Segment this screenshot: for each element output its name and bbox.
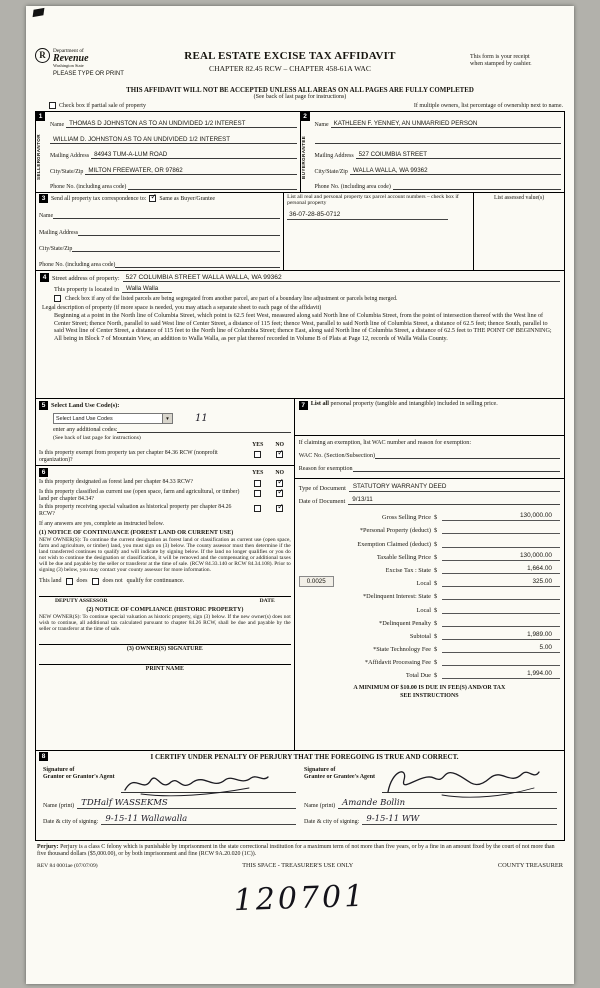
corr-citystatezip-field[interactable]: [72, 245, 280, 252]
fee-label: Subtotal: [409, 632, 431, 640]
grantor-date-city-field[interactable]: [101, 814, 296, 825]
seller-mailing-field[interactable]: 84943 TUM-A-LUM ROAD: [91, 151, 296, 159]
multiple-owners-note: If multiple owners, list percentage of ownership next to name.: [413, 102, 563, 109]
qualify-label: qualify for continuance.: [126, 578, 185, 584]
dollar-sign: $: [434, 527, 438, 535]
segregated-checkbox[interactable]: [54, 295, 61, 302]
chapter-subtitle: CHAPTER 82.45 RCW – CHAPTER 458-61A WAC: [209, 64, 371, 73]
dollar-sign: $: [434, 540, 438, 548]
fee-label: *Personal Property (deduct): [359, 527, 431, 535]
dropdown-arrow-icon[interactable]: ▼: [162, 414, 172, 423]
notice-compliance-title: (2) NOTICE OF COMPLIANCE (HISTORIC PROPERTY): [86, 606, 244, 613]
revenue-logo-icon: R: [35, 48, 50, 63]
fee-row-processing-fee: [299, 653, 560, 666]
corr-citystatezip-label: City/State/Zip: [39, 245, 73, 252]
this-land-label: This land: [39, 578, 62, 584]
seller-name-label: Name: [50, 122, 65, 129]
dept-name: Revenue: [53, 53, 89, 64]
grantor-agent-label: Grantor or Grantor's Agent: [43, 774, 115, 780]
section-3-tax-correspondence: [35, 193, 565, 271]
seller-phone-label: Phone No. (including area code): [50, 184, 127, 191]
scan-artifact-mark: [33, 8, 45, 17]
dollar-sign: $: [434, 659, 438, 667]
receipt-note-line1: This form is your receipt: [470, 54, 530, 60]
grantee-signature-ink: [382, 764, 542, 798]
corr-phone-label: Phone No. (including area code): [39, 262, 116, 268]
subtotal-field[interactable]: 1,989.00: [442, 631, 560, 640]
treasurer-stamp-number: 120701: [233, 878, 367, 919]
does-not-label: does not: [102, 578, 123, 584]
checkmark: ✓: [277, 487, 284, 497]
if-any-yes-note: If any answers are yes, complete as instructed below.: [39, 520, 164, 527]
please-type-label: PLEASE TYPE OR PRINT: [53, 71, 124, 77]
dollar-sign: $: [434, 619, 438, 627]
grantee-signature-block: [300, 763, 561, 825]
seller-side-label: [36, 123, 47, 191]
notice-continuance-text: NEW OWNER(S): To continue the current designation as forest land or classification as current use (open space, farm and agriculture, or timber) land, you must sign on (3) below. The county assessor must then determine if the land transferred continues to qualify and will indicate by signing below. If the land no longer qualifies or you do not wish to continue the designation or classification, it will be removed and the compensating or additional taxes will be due and payable by the seller or transferor at the time of sale. (RCW 84.33.140 or RCW 84.34.108). Prior to signing (3) below, you may contact your county assessor for more information.: [39, 536, 291, 574]
buyer-role-top: BUYER: [300, 160, 306, 179]
property-located-label: This property is located in: [54, 286, 119, 293]
perjury-label: Perjury:: [37, 844, 59, 850]
fee-row-delinq-int-state: [299, 587, 560, 600]
personal-property-label: personal property (tangible and intangible) included in selling price.: [328, 401, 498, 407]
no-header-2: NO: [275, 469, 285, 476]
buyer-mailing-label: Mailing Address: [314, 153, 354, 160]
deputy-assessor-line[interactable]: [39, 596, 291, 604]
delinquent-interest-local-field[interactable]: [442, 606, 560, 614]
seller-citystatezip-label: City/State/Zip: [50, 168, 84, 175]
date-of-document-label: Date of Document: [298, 498, 346, 505]
grantor-name-print-field[interactable]: [77, 798, 296, 809]
buyer-mailing-field[interactable]: 527 COIUMBIA STREET: [356, 151, 561, 159]
deputy-assessor-label: DEPUTY ASSESSOR: [55, 597, 108, 604]
parties-section: [35, 111, 565, 193]
buyer-citystatezip-field[interactable]: WALLA WALLA, WA 99362: [350, 167, 561, 175]
grantee-date-city-field[interactable]: [362, 814, 557, 825]
current-use-question: Is this property classified as current use (open space, farm and agricultural, or timber) land per chapter 84.34?: [39, 489, 240, 502]
buyer-box: [301, 111, 566, 193]
segregated-label: Check box if any of the listed parcels are being segregated from another parcel, are part of a boundary line adjustment or parcels being merged.: [65, 295, 398, 302]
see-back-note-2: (See back of last page for instructions): [53, 435, 141, 441]
fee-row-total-due: [299, 666, 560, 679]
fee-row-exemption: [299, 534, 560, 547]
section-6-classification: [36, 466, 294, 750]
taxable-selling-price-field[interactable]: 130,000.00: [442, 552, 560, 561]
receipt-note: [470, 54, 565, 68]
dollar-sign: $: [434, 646, 438, 654]
form-revision-number: REV 84 0001ae (07/07/09): [37, 862, 98, 869]
perjury-notice: [35, 844, 565, 858]
grantor-name-print-label: Name (print): [43, 803, 75, 809]
grantee-date-city-label: Date & city of signing:: [304, 819, 360, 825]
exempt-no-checkbox[interactable]: [276, 448, 284, 458]
buyer-role-bottom: GRANTEE: [300, 135, 306, 161]
grantor-date-city-label: Date & city of signing:: [43, 819, 99, 825]
excise-state-field[interactable]: 1,664.00: [442, 565, 560, 574]
divider: [295, 478, 564, 479]
fee-label: Total Due: [405, 672, 431, 680]
section-7-selling-price: [295, 399, 564, 750]
affidavit-page: [26, 6, 574, 984]
seller-role-bottom: GRANTOR: [36, 133, 41, 160]
dollar-sign: $: [434, 514, 438, 522]
land-use-dropdown-value: Select Land Use Codes: [56, 416, 113, 422]
fee-label: *Delinquent Interest: State: [362, 593, 431, 601]
dollar-sign: $: [434, 672, 438, 680]
dollar-sign: $: [434, 593, 438, 601]
grantor-signature-ink: [121, 768, 271, 798]
delinquent-penalty-field[interactable]: [442, 619, 560, 627]
current-use-no-checkbox[interactable]: [276, 487, 284, 497]
section-3-number: 3: [39, 194, 48, 203]
fee-label: Local: [416, 606, 431, 614]
section-4-property: [35, 271, 565, 399]
seller-citystatezip-field[interactable]: MILTON FREEWATER, OR 97862: [85, 167, 296, 175]
perjury-text: Perjury is a class C felony which is punishable by imprisonment in the state correctional institution for a maximum term of not more than five years, or by a fine in an amount fixed by the court of not more than five thousand dollars ($5,000.00), or by both imprisonment and fine (RCW 9A.20.020 (1C)).: [37, 844, 555, 857]
fee-row-excise-state: [299, 561, 560, 574]
grantee-name-print-label: Name (print): [304, 803, 336, 809]
fee-label: Local: [416, 580, 431, 588]
corr-name-field[interactable]: [53, 212, 280, 219]
corr-mailing-field[interactable]: [78, 229, 280, 236]
fee-row-delinq-penalty: [299, 614, 560, 627]
property-located-field[interactable]: Walla Walla: [122, 285, 172, 293]
local-rate-box[interactable]: 0.0025: [299, 576, 334, 587]
date-label: DATE: [259, 597, 275, 604]
land-use-title: Select Land Use Code(s):: [51, 402, 120, 409]
dept-sub: Washington State: [53, 63, 84, 68]
fee-row-tech-fee: [299, 640, 560, 653]
delinquent-interest-state-field[interactable]: [442, 592, 560, 600]
see-instructions-note: SEE INSTRUCTIONS: [400, 692, 459, 699]
grantee-name-print-field[interactable]: [338, 798, 557, 809]
section-5-number: 5: [39, 401, 48, 410]
personal-property-field[interactable]: [295, 412, 564, 436]
fee-row-gross: [299, 508, 560, 521]
does-not-checkbox[interactable]: [92, 578, 99, 585]
buyer-phone-label: Phone No. (including area code): [314, 184, 391, 191]
legal-description-text: Beginning at a point in the North line of Columbia Street, which point is 62.5 feet West, measured along said North line of Columbia Street, from the point of intersection thereof with the West line of Center Street; thence North, parallel to said West line of Center Street, a distance of 115 feet; thence West, parallel to said North line of Columbia Street, a distance of 62.5 feet; thence South, parallel to said West line of Center Street, a distance of 115 feet to the North line of Columbia Street; thence East, along said North line of Columbia Street, a distance of 62.5 feet to THE POINT OF BEGINNING; All being in Block 7 of Mountain View, an addition to Walla Walla, as per plat thereof recorded in Volume B of Plats at Page 12, records of Walla Walla County.: [54, 313, 552, 342]
fee-row-excise-local: [299, 574, 560, 587]
notice-compliance-text: NEW OWNER(S): To continue special valuation as historic property, sign (3) below. If the new owner(s) does not wish to continue, all additional tax calculated pursuant to chapter 84.26 RCW, shall be due and payable by the seller or transferor at the time of sale.: [39, 613, 291, 632]
additional-codes-label: enter any additional codes:: [53, 427, 118, 433]
state-technology-fee-field[interactable]: 5.00: [442, 644, 560, 653]
same-as-buyer-label: Same as Buyer/Grantee: [159, 195, 215, 202]
dollar-sign: $: [434, 580, 438, 588]
corr-name-label: Name: [39, 213, 54, 220]
dollar-sign: $: [434, 553, 438, 561]
wac-number-label: WAC No. (Section/Subsection): [298, 453, 376, 459]
wac-number-field[interactable]: [375, 452, 560, 459]
section-2-number: 2: [301, 112, 310, 121]
fee-label: *Affidavit Processing Fee: [364, 659, 431, 667]
does-label: does: [76, 578, 88, 584]
partial-sale-checkbox[interactable]: [49, 102, 56, 109]
checkmark: ✓: [277, 448, 284, 457]
buyer-phone-field[interactable]: [393, 183, 561, 190]
seller-phone-field[interactable]: [128, 183, 296, 190]
grantee-signature-of-label: Signature of: [304, 767, 336, 773]
receipt-note-line2: when stamped by cashier.: [470, 61, 532, 67]
corr-phone-field[interactable]: [115, 261, 280, 268]
same-as-buyer-checkbox[interactable]: [149, 192, 158, 202]
street-address-field[interactable]: 527 COLUMBIA STREET WALLA WALLA, WA 99362: [123, 274, 560, 282]
form-title: REAL ESTATE EXCISE TAX AFFIDAVIT: [184, 50, 396, 62]
buyer-name-label: Name: [314, 122, 329, 129]
historic-yes-checkbox[interactable]: [254, 505, 261, 512]
buyer-name-field[interactable]: KATHLEEN F. YENNEY, AN UNMARRIED PERSON: [331, 120, 561, 128]
yes-header: YES: [252, 442, 264, 448]
dollar-sign: $: [434, 632, 438, 640]
corr-mailing-label: Mailing Address: [39, 229, 79, 236]
historic-question: Is this property receiving special valuation as historical property per chapter 84.26 RCW?: [39, 504, 232, 517]
date-of-document-field[interactable]: 9/13/11: [348, 496, 560, 505]
section-5-land-use: [36, 399, 294, 466]
grantor-name-handwriting: TDHalf WASSEKMS: [81, 798, 168, 808]
grantor-signature-block: [39, 763, 300, 825]
section-4-number: 4: [40, 273, 49, 282]
gross-selling-price-field[interactable]: 130,000.00: [442, 512, 560, 521]
assessed-values-header: List assessed value(s): [494, 195, 545, 201]
section-1-number: 1: [36, 112, 45, 121]
yes-header-2: YES: [252, 469, 264, 476]
dollar-sign: $: [434, 566, 438, 574]
buyer-name2-field[interactable]: [315, 137, 562, 144]
county-treasurer-label: COUNTY TREASURER: [497, 861, 563, 869]
exempt-yes-checkbox[interactable]: [254, 451, 261, 458]
send-correspondence-label: Send all property tax correspondence to:: [51, 195, 147, 202]
buyer-side-label: [301, 123, 312, 191]
form-header: [35, 48, 565, 86]
seller-role-top: SELLER: [36, 159, 41, 181]
affidavit-processing-fee-field[interactable]: [442, 658, 560, 666]
grantor-signature-of-label: Signature of: [43, 767, 75, 773]
forest-land-question: Is this property designated as forest land per chapter 84.33 RCW?: [39, 479, 194, 486]
personal-property-deduct-field[interactable]: [442, 526, 560, 534]
grantee-agent-label: Grantee or Grantee's Agent: [304, 774, 376, 780]
total-due-field[interactable]: 1,994.00: [442, 670, 560, 679]
minimum-fee-note: A MINIMUM OF $10.00 IS DUE IN FEE(S) AND/OR TAX: [353, 685, 506, 692]
fee-label: Taxable Selling Price: [376, 553, 431, 561]
forest-no-checkbox[interactable]: [276, 477, 284, 487]
personal-property-label-bold: List all: [310, 401, 329, 407]
exemption-claim-label: If claiming an exemption, list WAC number and reason for exemption:: [298, 440, 472, 446]
excise-local-field[interactable]: 325.00: [442, 578, 560, 587]
partial-sale-label: Check box if partial sale of property: [59, 102, 146, 109]
type-of-document-field[interactable]: STATUTORY WARRANTY DEED: [349, 483, 560, 492]
grantee-signature-field[interactable]: [382, 763, 557, 793]
fee-row-delinq-int-local: [299, 600, 560, 613]
type-of-document-label: Type of Document: [298, 485, 346, 492]
historic-no-checkbox[interactable]: [276, 502, 284, 512]
fee-label: Exemption Claimed (deduct): [357, 540, 431, 548]
notice-continuance-title: (1) NOTICE OF CONTINUANCE (FOREST LAND OR CURRENT USE): [39, 529, 234, 536]
grantor-date-handwriting: 9-15-11 Wallawalla: [105, 814, 188, 824]
exempt-question: Is this property exempt from property tax per chapter 84.36 RCW (nonprofit organization)?: [39, 450, 218, 463]
see-back-note: (See back of last page for instructions): [253, 94, 347, 100]
additional-codes-field[interactable]: [117, 426, 290, 433]
parcel-number-field[interactable]: 36-07-28-85-0712: [287, 211, 448, 220]
section-7-number: 7: [299, 401, 308, 410]
grantor-signature-field[interactable]: [121, 763, 296, 793]
treasurer-space-label: THIS SPACE - TREASURER'S USE ONLY: [242, 861, 354, 869]
parcel-numbers-header: List all real and personal property tax parcel account numbers – check box if personal property: [287, 194, 459, 207]
fee-label: *Delinquent Penalty: [379, 619, 431, 627]
seller-name2-field[interactable]: WILLIAM D. JOHNSTON AS TO AN UNDIVIDED 1/2 INTEREST: [50, 136, 297, 144]
forest-yes-checkbox[interactable]: [254, 480, 261, 487]
reason-exemption-label: Reason for exemption: [298, 466, 353, 472]
excise-tax-computation: [299, 508, 560, 679]
legal-description-label: Legal description of property (if more space is needed, you may attach a separate sheet to each page of the affidavit): [42, 305, 322, 311]
land-use-dropdown[interactable]: [53, 413, 173, 424]
no-header: NO: [275, 442, 285, 448]
acceptance-warning: THIS AFFIDAVIT WILL NOT BE ACCEPTED UNLESS ALL AREAS ON ALL PAGES ARE FULLY COMPLETED: [126, 87, 474, 94]
print-name-line[interactable]: PRINT NAME: [39, 664, 291, 672]
land-use-code-handwritten: 11: [195, 413, 208, 424]
fee-label: Gross Selling Price: [382, 514, 431, 522]
grantee-date-handwriting: 9-15-11 WW: [366, 814, 420, 824]
checkmark: ✓: [277, 502, 284, 512]
fee-row-taxable: [299, 548, 560, 561]
owners-signature-line[interactable]: (3) OWNER(S) SIGNATURE: [39, 644, 291, 652]
exemption-claimed-field[interactable]: [442, 540, 560, 548]
street-address-label: Street address of property:: [52, 275, 120, 282]
fee-row-subtotal: [299, 627, 560, 640]
fee-label: *State Technology Fee: [373, 646, 431, 654]
grantee-name-handwriting: Amande Bollin: [342, 798, 406, 808]
fee-row-personal: [299, 521, 560, 534]
section-8-certification: [35, 751, 565, 841]
buyer-citystatezip-label: City/State/Zip: [314, 168, 348, 175]
seller-mailing-label: Mailing Address: [50, 153, 90, 160]
dept-line1: Department of: [53, 48, 84, 54]
checkmark: ✓: [150, 192, 158, 201]
does-checkbox[interactable]: [66, 578, 73, 585]
reason-exemption-field[interactable]: [353, 465, 560, 472]
certification-statement: I CERTIFY UNDER PENALTY OF PERJURY THAT THE FOREGOING IS TRUE AND CORRECT.: [150, 752, 459, 761]
section-6-number: 6: [39, 468, 48, 477]
fee-label: Excise Tax : State: [385, 566, 431, 574]
seller-box: [35, 111, 301, 193]
dollar-sign: $: [434, 606, 438, 614]
checkmark: ✓: [277, 477, 284, 487]
seller-name-field[interactable]: THOMAS D JOHNSTON AS TO AN UNDIVIDED 1/2 INTEREST: [66, 120, 296, 128]
section-8-number: 8: [39, 752, 48, 761]
current-use-yes-checkbox[interactable]: [254, 490, 261, 497]
